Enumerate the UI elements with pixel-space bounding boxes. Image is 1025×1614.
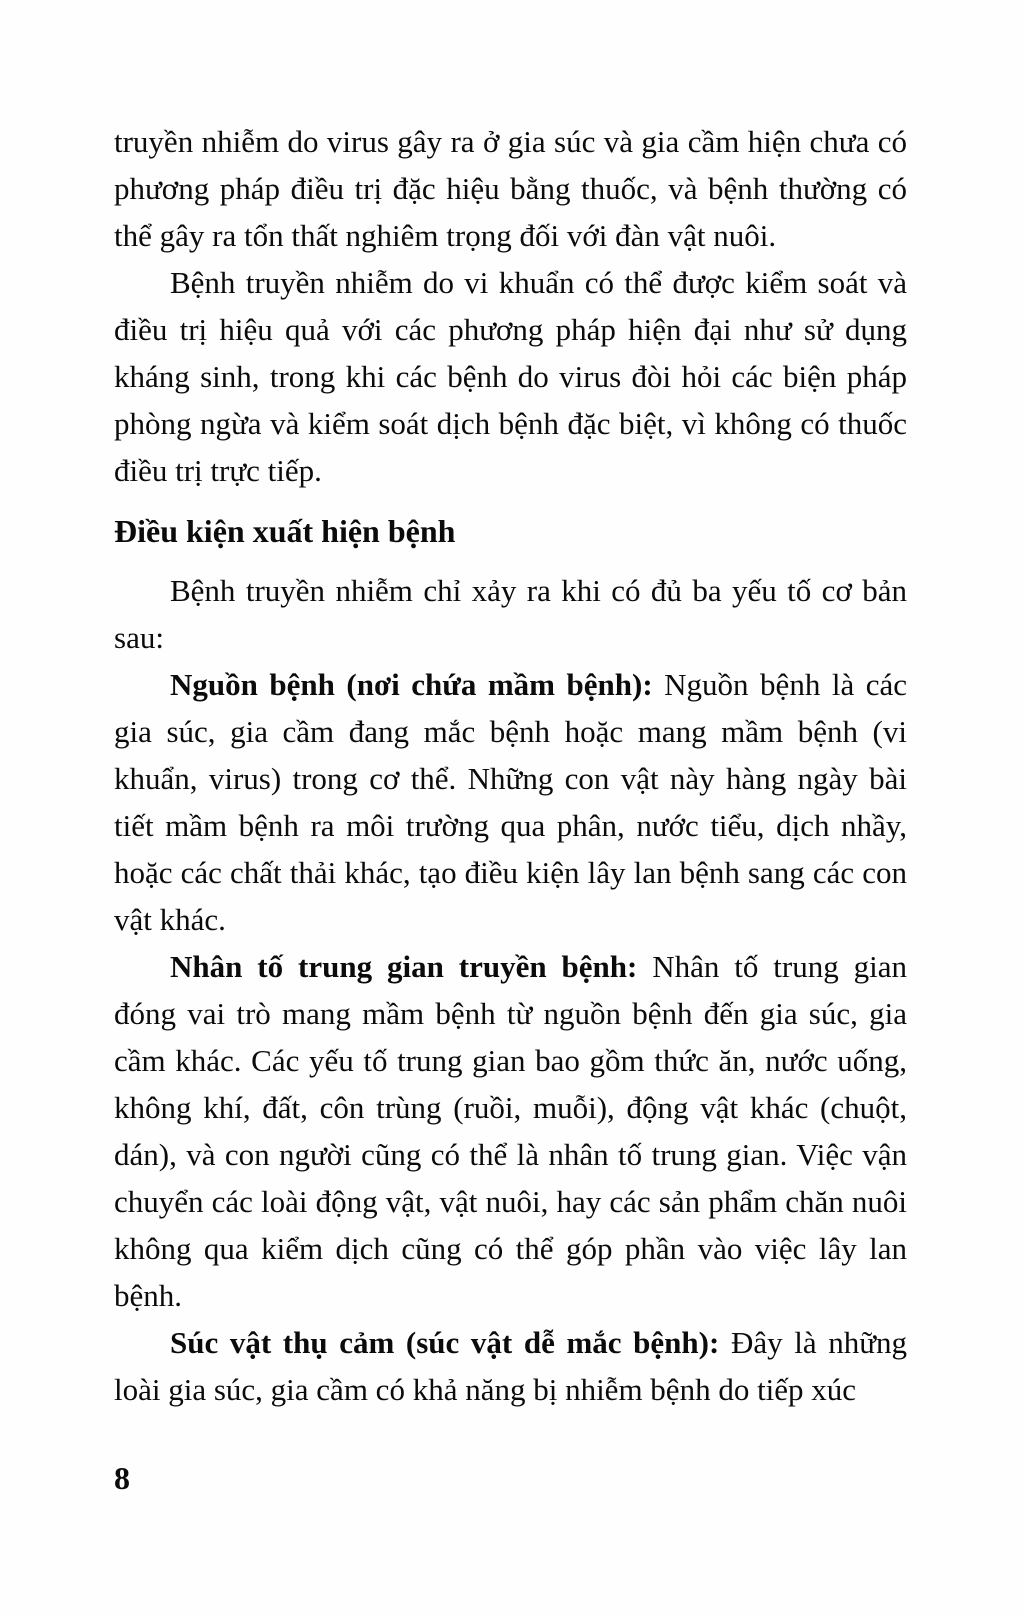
paragraph-lead-intermediate-factor: Nhân tố trung gian truyền bệnh: (170, 949, 638, 984)
page-number: 8 (114, 1460, 130, 1496)
paragraph-body-intermediate-factor: Nhân tố trung gian đóng vai trò mang mầm bệnh từ nguồn bệnh đến gia súc, gia cầm khác. Các yếu tố trung gian bao gồm thức ăn, nước uống, không khí, đất, côn trùng (ruồi, muỗi), động vật khác (chuột, dán), và con người cũng có thể là nhân tố trung gian. Việc vận chuyển các loài động vật, vật nuôi, hay các sản phẩm chăn nuôi không qua kiểm dịch cũng có thể góp phần vào việc lây lan bệnh. (114, 949, 907, 1313)
paragraph-disease-source (114, 661, 907, 943)
paragraph-virus-continuation: truyền nhiễm do virus gây ra ở gia súc và gia cầm hiện chưa có phương pháp điều trị đặc hiệu bằng thuốc, và bệnh thường có thể gây ra tổn thất nghiêm trọng đối với đàn vật nuôi. (114, 124, 907, 253)
paragraph-three-factors-intro: Bệnh truyền nhiễm chỉ xảy ra khi có đủ ba yếu tố cơ bản sau: (114, 573, 907, 655)
paragraph-lead-disease-source: Nguồn bệnh (nơi chứa mầm bệnh): (170, 667, 653, 702)
paragraph-lead-susceptible-animals: Súc vật thụ cảm (súc vật dễ mắc bệnh): (170, 1325, 720, 1360)
paragraph-body-disease-source: Nguồn bệnh là các gia súc, gia cầm đang mắc bệnh hoặc mang mầm bệnh (vi khuẩn, virus) trong cơ thể. Những con vật này hàng ngày bài tiết mầm bệnh ra môi trường qua phân, nước tiểu, dịch nhầy, hoặc các chất thải khác, tạo điều kiện lây lan bệnh sang các con vật khác. (114, 667, 907, 937)
paragraph-susceptible-animals (114, 1319, 907, 1413)
section-heading-disease-conditions: Điều kiện xuất hiện bệnh (114, 513, 456, 549)
page-text-block (114, 118, 907, 1413)
paragraph-body-susceptible-animals: Đây là những loài gia súc, gia cầm có khả năng bị nhiễm bệnh do tiếp xúc (114, 1325, 908, 1407)
paragraph-intermediate-factor (114, 943, 907, 1319)
paragraph-bacteria-control: Bệnh truyền nhiễm do vi khuẩn có thể được kiểm soát và điều trị hiệu quả với các phương pháp hiện đại như sử dụng kháng sinh, trong khi các bệnh do virus đòi hỏi các biện pháp phòng ngừa và kiểm soát dịch bệnh đặc biệt, vì không có thuốc điều trị trực tiếp. (114, 265, 907, 488)
